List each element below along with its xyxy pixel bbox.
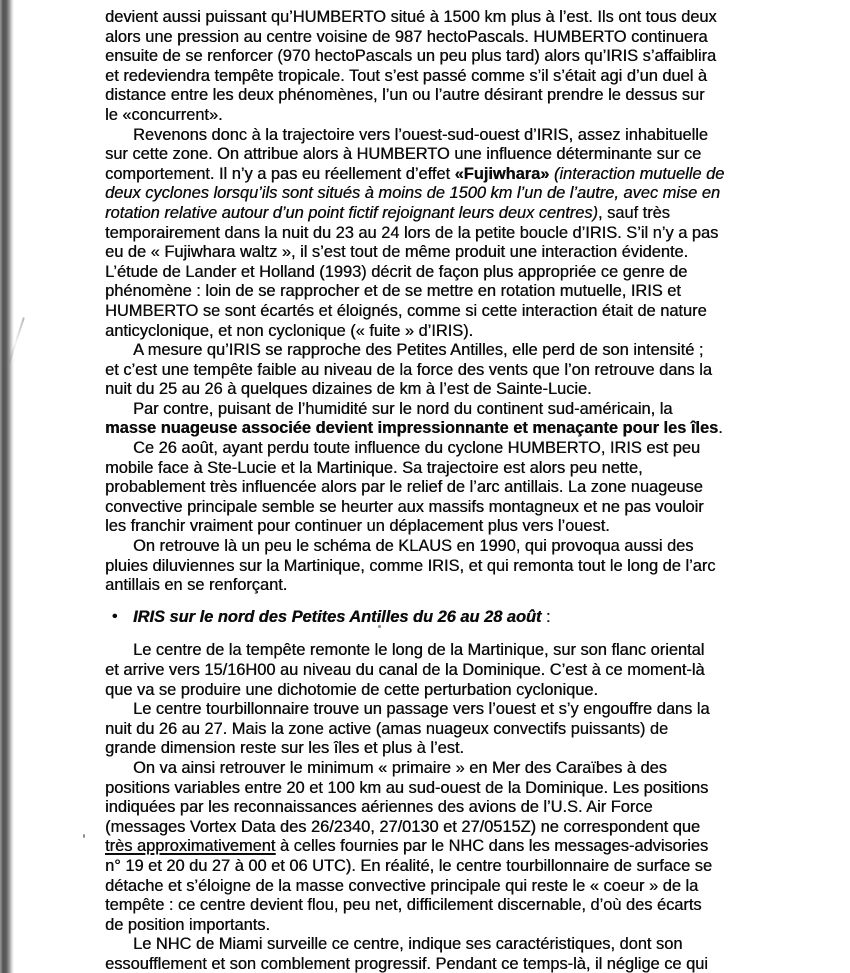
text-segment: Le NHC de Miami surveille ce centre, indique ses caractéristiques, dont son — [133, 935, 683, 954]
text-line — [105, 608, 817, 628]
text-segment: masse nuageuse associée devient impressionnante et menaçante pour les îles — [105, 419, 719, 438]
text-line — [105, 478, 817, 498]
text-line — [105, 661, 817, 681]
text-line — [105, 67, 817, 87]
text-segment: rotation relative autour d’un point fictif rejoignant leurs deux centres) — [105, 203, 598, 222]
text-segment: HUMBERTO se sont écartés et éloignés, comme si cette interaction était de nature — [105, 301, 707, 320]
text-segment: anticyclonique, et non cyclonique (« fuite » d’IRIS). — [105, 321, 474, 340]
text-line — [105, 204, 817, 224]
text-segment: de position importants. — [105, 915, 270, 934]
text-line — [105, 779, 817, 799]
text-line — [105, 302, 817, 322]
text-line — [105, 641, 817, 661]
text-line — [105, 47, 817, 67]
text-segment: Le centre de la tempête remonte le long de la Martinique, sur son flanc oriental — [133, 641, 705, 660]
text-segment: très approximativement — [105, 837, 276, 856]
text-segment: (messages Vortex Data des 26/2340, 27/0130 et 27/0515Z) ne correspondent que — [105, 817, 701, 836]
text-segment: Ce 26 août, ayant perdu toute influence du cyclone HUMBERTO, IRIS est peu — [133, 439, 701, 458]
text-line — [105, 184, 817, 204]
text-segment: et c’est une tempête faible au niveau de la force des vents que l’on retrouve dans la — [105, 360, 712, 379]
text-segment: sur cette zone. On attribue alors à HUMBERTO une influence déterminante sur ce — [105, 145, 702, 164]
text-line — [105, 380, 817, 400]
text-line — [105, 896, 817, 916]
section-heading — [105, 608, 817, 628]
text-line — [105, 243, 817, 263]
text-segment: pluies diluviennes sur la Martinique, comme IRIS, et qui remonta tout le long de l’arc — [105, 556, 716, 575]
text-segment: ensuite de se renforcer (970 hectoPascals un peu plus tard) alors qu’IRIS s’affaiblira — [105, 47, 717, 66]
text-line — [105, 935, 817, 955]
text-segment: que va se produire une dichotomie de cette perturbation cyclonique. — [105, 680, 598, 699]
text-segment: Revenons donc à la trajectoire vers l’ouest-sud-ouest d’IRIS, assez inhabituelle — [133, 125, 708, 144]
text-line — [105, 400, 817, 420]
text-segment: mobile face à Ste-Lucie et la Martinique. Sa trajectoire est alors peu nette, — [105, 458, 643, 477]
text-segment: antillais en se renforçant. — [105, 576, 288, 595]
paragraph — [105, 400, 817, 439]
text-line — [105, 86, 817, 106]
text-segment: alors une pression au centre voisine de 987 hectoPascals. HUMBERTO continuera — [105, 27, 708, 46]
text-line — [105, 224, 817, 244]
text-line — [105, 165, 817, 185]
text-segment: probablement très influencée alors par le relief de l’arc antillais. La zone nuageuse — [105, 478, 703, 497]
text-segment: le «concurrent». — [105, 105, 223, 124]
scan-speckle — [83, 834, 85, 838]
text-segment: positions variables entre 20 et 100 km au sud-ouest de la Dominique. Les positions — [105, 778, 709, 797]
text-line — [105, 700, 817, 720]
text-line — [105, 818, 817, 838]
text-segment: grande dimension reste sur les îles et plus à l’est. — [105, 739, 464, 758]
text-line — [105, 720, 817, 740]
text-segment: les franchir vraiment pour continuer un déplacement plus vers l’ouest. — [105, 517, 610, 536]
paragraph — [105, 537, 817, 596]
text-segment: comportement. Il n’y a pas eu réellement d’effet — [105, 164, 455, 183]
text-segment: temporairement dans la nuit du 23 au 24 lors de la petite boucle d’IRIS. S’il n’y a pas — [105, 223, 719, 242]
text-segment: «Fujiwhara» — [454, 164, 550, 183]
text-line — [105, 877, 817, 897]
text-block — [105, 8, 817, 973]
text-segment: et arrive vers 15/16H00 au niveau du canal de la Dominique. C’est à ce moment-là — [105, 661, 705, 679]
paragraph — [105, 641, 817, 700]
text-line — [105, 517, 817, 537]
text-segment: et redeviendra tempête tropicale. Tout s’est passé comme s’il s’était agi d’un duel à — [105, 66, 707, 85]
text-segment: nuit du 26 au 27. Mais la zone active (amas nuageux convectifs puissants) de — [105, 719, 669, 738]
text-segment: essoufflement et son comblement progressif. Pendant ce temps-là, il néglige ce qui — [105, 954, 708, 973]
text-line — [105, 282, 817, 302]
page-edge-shadow — [0, 0, 14, 973]
text-segment: , sauf très — [597, 203, 670, 222]
text-segment: Par contre, puisant de l’humidité sur le nord du continent sud-américain, la — [133, 399, 673, 418]
text-segment: A mesure qu’IRIS se rapproche des Petites Antilles, elle perd de son intensité ; — [133, 341, 704, 360]
text-line — [105, 537, 817, 557]
text-segment: nuit du 25 au 26 à quelques dizaines de km à l’est de Sainte-Lucie. — [105, 380, 592, 399]
text-line — [105, 576, 817, 596]
text-segment: n° 19 et 20 du 27 à 00 et 06 UTC). En réalité, le centre tourbillonnaire de surface se — [105, 856, 712, 875]
text-segment: phénomène : loin de se rapprocher et de se mettre en rotation mutuelle, IRIS et — [105, 282, 681, 301]
text-line — [105, 798, 817, 818]
text-segment: On retrouve là un peu le schéma de KLAUS en 1990, qui provoqua aussi des — [133, 537, 694, 556]
text-line — [105, 341, 817, 361]
text-line — [105, 8, 817, 28]
text-line — [105, 106, 817, 126]
text-line — [105, 916, 817, 936]
text-line — [105, 459, 817, 479]
paragraph — [105, 700, 817, 759]
text-line — [105, 28, 817, 48]
text-line — [105, 739, 817, 759]
text-line — [105, 837, 817, 857]
text-segment: IRIS sur le nord des Petites Antilles du 26 au 28 août — [133, 607, 542, 626]
text-segment: à celles fournies par le NHC dans les messages-advisories — [275, 837, 709, 856]
text-segment: distance entre les deux phénomènes, l’un ou l’autre désirant prendre le dessus sur — [105, 86, 705, 105]
paragraph — [105, 935, 817, 973]
text-segment: (interaction mutuelle de — [553, 164, 725, 183]
text-line — [105, 126, 817, 146]
text-line — [105, 145, 817, 165]
text-segment: On va ainsi retrouver le minimum « primaire » en Mer des Caraïbes à des — [133, 758, 667, 777]
paragraph — [105, 439, 817, 537]
text-line — [105, 498, 817, 518]
paragraph — [105, 126, 817, 342]
text-segment: : — [541, 607, 551, 626]
text-segment: deux cyclones lorsqu’ils sont situés à moins de 1500 km l’un de l’autre, avec mise en — [105, 184, 720, 203]
text-segment: devient aussi puissant qu’HUMBERTO situé à 1500 km plus à l’est. Ils ont tous deux — [105, 8, 717, 26]
paragraph — [105, 759, 817, 935]
text-line — [105, 419, 817, 439]
text-line — [105, 955, 817, 973]
text-line — [105, 681, 817, 701]
text-segment: . — [718, 419, 723, 438]
text-segment: détache et s’éloigne de la masse convective principale qui reste le « coeur » de la — [105, 876, 699, 895]
text-segment: indiquées par les reconnaissances aériennes des avions de l’U.S. Air Force — [105, 798, 653, 817]
text-segment: eu de « Fujiwhara waltz », il s’est tout de même produit une interaction évidente. — [105, 243, 689, 262]
text-segment: tempête : ce centre devient flou, peu net, difficilement discernable, d’où des écarts — [105, 896, 702, 915]
paragraph — [105, 8, 817, 126]
text-segment: convective principale semble se heurter aux massifs montagneux et ne pas vouloir — [105, 497, 704, 516]
text-segment: Le centre tourbillonnaire trouve un passage vers l’ouest et s’y engouffre dans la — [133, 700, 710, 719]
text-line — [105, 759, 817, 779]
text-line — [105, 361, 817, 381]
text-line — [105, 439, 817, 459]
text-line — [105, 322, 817, 342]
text-line — [105, 263, 817, 283]
bullet-icon: • — [112, 607, 118, 625]
paragraph — [105, 341, 817, 400]
text-line — [105, 557, 817, 577]
text-segment: L’étude de Lander et Holland (1993) décrit de façon plus appropriée ce genre de — [105, 262, 688, 281]
text-line — [105, 857, 817, 877]
